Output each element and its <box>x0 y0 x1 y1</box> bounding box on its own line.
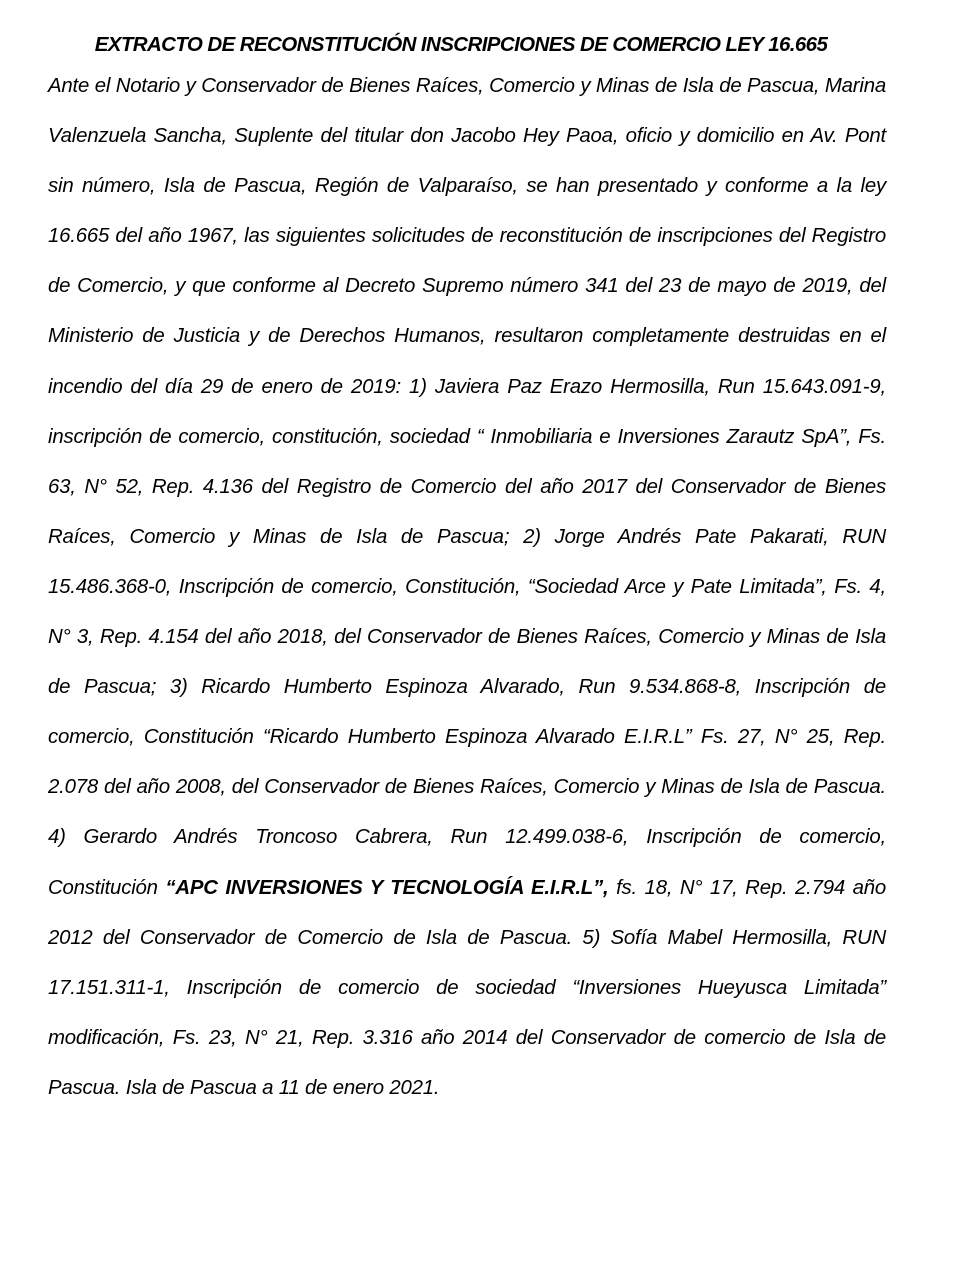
body-text-part-1: Ante el Notario y Conservador de Bienes Raíces, Comercio y Minas de Isla de Pascua, Marina Valenzuela Sancha, Suplente del titular don Jacobo Hey Paoa, oficio y domicilio en Av. Pont sin número, Isla de Pascua, Región de Valparaíso, se han presentado y conforme a la ley 16.665 del año 1967, las siguientes solicitudes de reconstitución de inscripciones del Registro de Comercio, y que conforme al Decreto Supremo número 341 del 23 de mayo de 2019, del Ministerio de Justicia y de Derechos Humanos, resultaron completamente destruidas en el incendio del día 29 de enero de 2019: 1) Javiera Paz Erazo Hermosilla, Run 15.643.091-9, inscripción de comercio, constitución, sociedad “ Inmobiliaria e Inversiones Zarautz SpA”, Fs. 63, N° 52, Rep. 4.136 del Registro de Comercio del año 2017 del Conservador de Bienes Raíces, Comercio y Minas de Isla de Pascua; 2) Jorge Andrés Pate Pakarati, RUN 15.486.368-0, Inscripción de comercio, Constitución, “Sociedad Arce y Pate Limitada”, Fs. 4, N° 3, Rep. 4.154 del año 2018, del Conservador de Bienes Raíces, Comercio y Minas de Isla de Pascua; 3) Ricardo Humberto Espinoza Alvarado, Run 9.534.868-8, Inscripción de comercio, Constitución “Ricardo Humberto Espinoza Alvarado E.I.R.L” Fs. 27, N° 25, Rep. 2.078 del año 2008, del Conservador de Bienes Raíces, Comercio y Minas de Isla de Pascua. 4) Gerardo Andrés Troncoso Cabrera, Run 12.499.038-6, Inscripción de comercio, Constitución <box>48 75 886 899</box>
body-text-part-2: fs. 18, N° 17, Rep. 2.794 año 2012 del Conservador de Comercio de Isla de Pascua. 5) Sofía Mabel Hermosilla, RUN 17.151.311-1, Inscripción de comercio de sociedad “Inversiones Hueyusca Limitada” modificación, Fs. 23, N° 21, Rep. 3.316 año 2014 del Conservador de comercio de Isla de Pascua. Isla de Pascua a 11 de enero 2021. <box>48 876 886 1099</box>
document-page <box>48 29 886 1113</box>
document-body <box>48 61 886 1113</box>
document-title: EXTRACTO DE RECONSTITUCIÓN INSCRIPCIONES DE COMERCIO LEY 16.665 <box>94 33 828 56</box>
company-name-bold: “APC INVERSIONES Y TECNOLOGÍA E.I.R.L”, <box>165 876 609 899</box>
